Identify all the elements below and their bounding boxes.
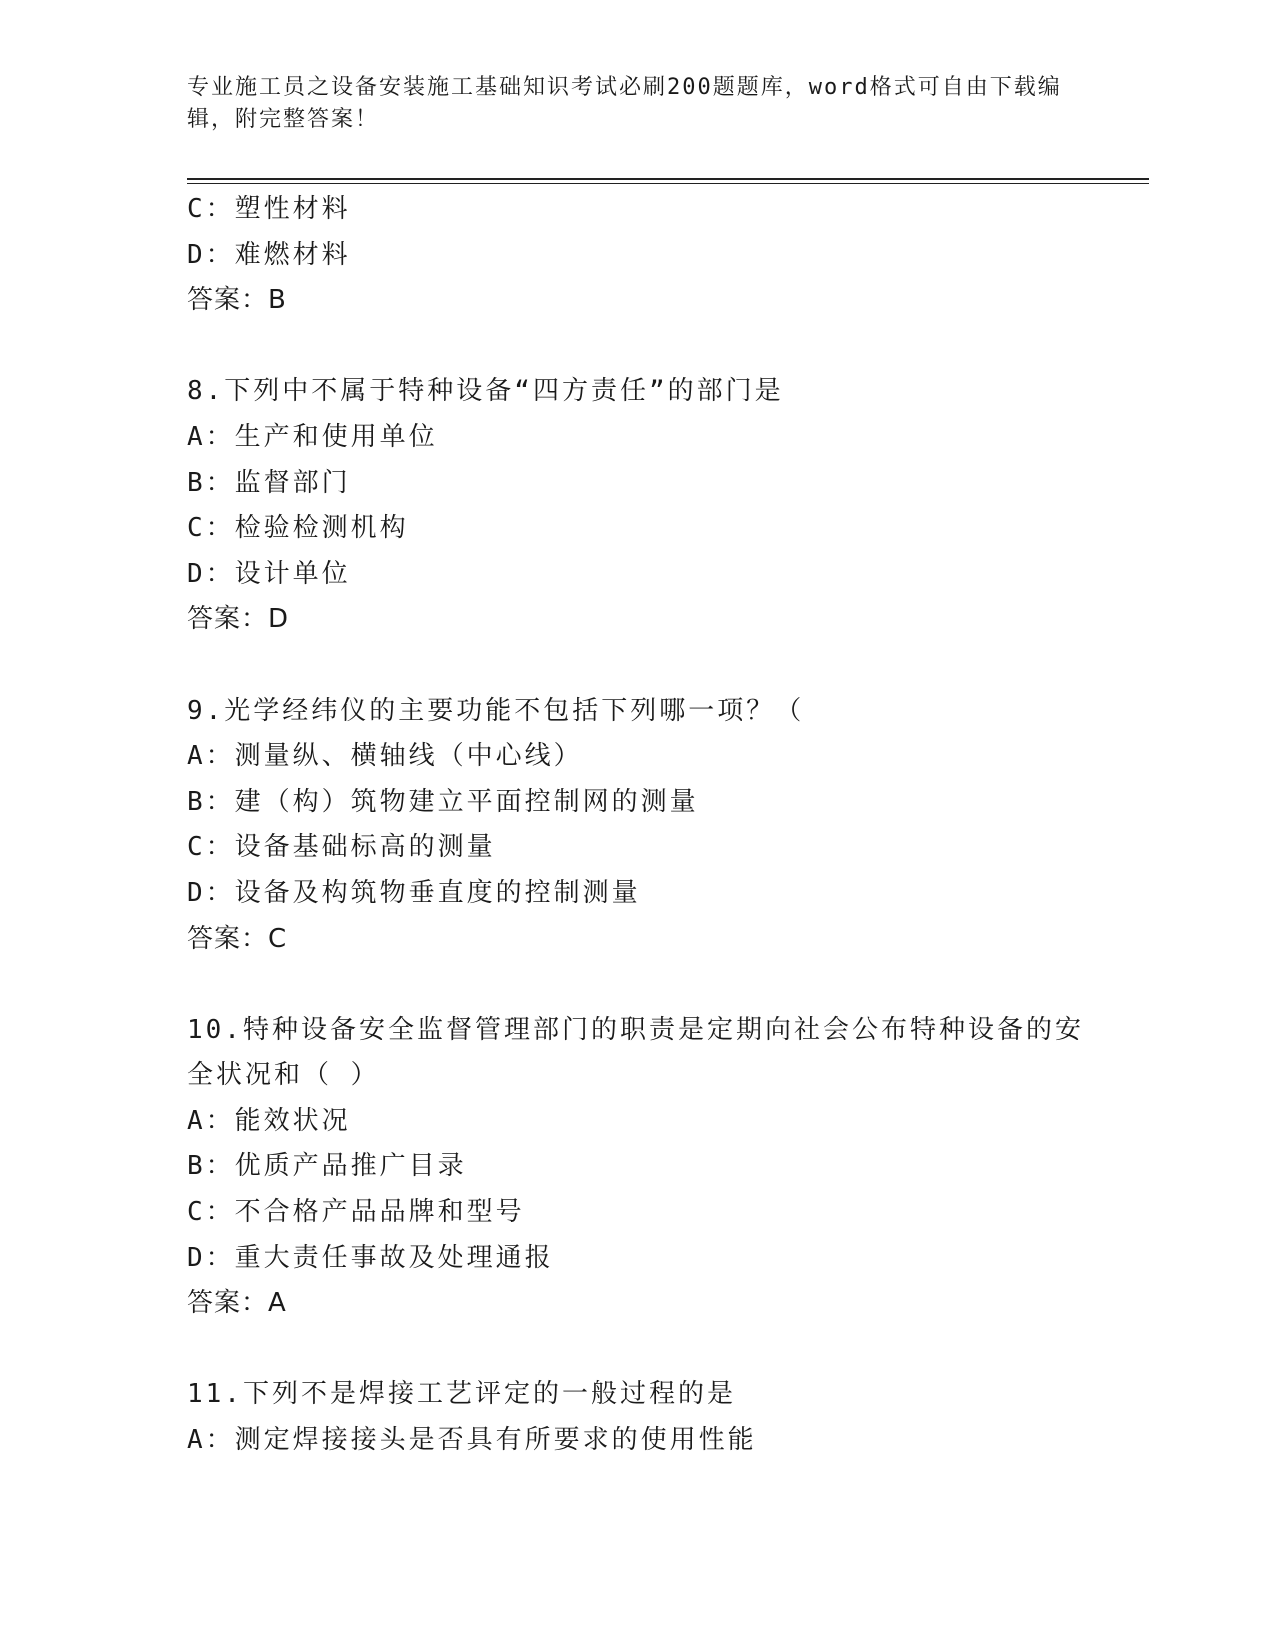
answer-line: 答案：A — [187, 1288, 287, 1319]
option-c: C：塑性材料 — [187, 194, 351, 224]
option-d: D：难燃材料 — [187, 239, 351, 270]
question-stem: 9.光学经纬仪的主要功能不包括下列哪一项？（ — [187, 695, 805, 726]
option-d: D：重大责任事故及处理通报 — [187, 1242, 554, 1273]
question-list — [187, 187, 1087, 1464]
question-7-continued — [187, 187, 1087, 324]
question-9 — [187, 689, 1087, 963]
question-8 — [187, 369, 1087, 643]
option-b: B：建（构）筑物建立平面控制网的测量 — [187, 786, 699, 817]
question-10 — [187, 1008, 1087, 1327]
spacer — [187, 962, 1087, 1008]
spacer — [187, 643, 1087, 689]
page-header-title: 专业施工员之设备安装施工基础知识考试必刷200题题库，word格式可自由下载编辑，附完整答案！ — [187, 75, 1062, 132]
option-a: A：生产和使用单位 — [187, 421, 438, 452]
option-b: B：优质产品推广目录 — [187, 1151, 467, 1182]
question-11 — [187, 1372, 1087, 1463]
question-stem: 10.特种设备安全监督管理部门的职责是定期向社会公布特种设备的安全状况和（ ） — [187, 1014, 1084, 1091]
answer-line: 答案：D — [187, 604, 290, 635]
option-d: D：设计单位 — [187, 558, 351, 589]
option-b: B：监督部门 — [187, 467, 351, 498]
answer-line: 答案：C — [187, 923, 288, 954]
spacer — [187, 1327, 1087, 1373]
option-a: A：测量纵、横轴线（中心线） — [187, 741, 583, 772]
option-a: A：测定焊接接头是否具有所要求的使用性能 — [187, 1425, 757, 1456]
question-stem: 11.下列不是焊接工艺评定的一般过程的是 — [187, 1379, 736, 1410]
header-divider-thin — [187, 183, 1149, 184]
answer-line: 答案：B — [187, 285, 287, 316]
question-stem: 8.下列中不属于特种设备“四方责任”的部门是 — [187, 376, 784, 407]
option-a: A：能效状况 — [187, 1105, 351, 1136]
option-d: D：设备及构筑物垂直度的控制测量 — [187, 877, 641, 908]
option-c: C：设备基础标高的测量 — [187, 832, 496, 863]
header-divider-thick — [187, 178, 1149, 180]
option-c: C：检验检测机构 — [187, 513, 409, 544]
spacer — [187, 324, 1087, 370]
option-c: C：不合格产品品牌和型号 — [187, 1197, 525, 1228]
